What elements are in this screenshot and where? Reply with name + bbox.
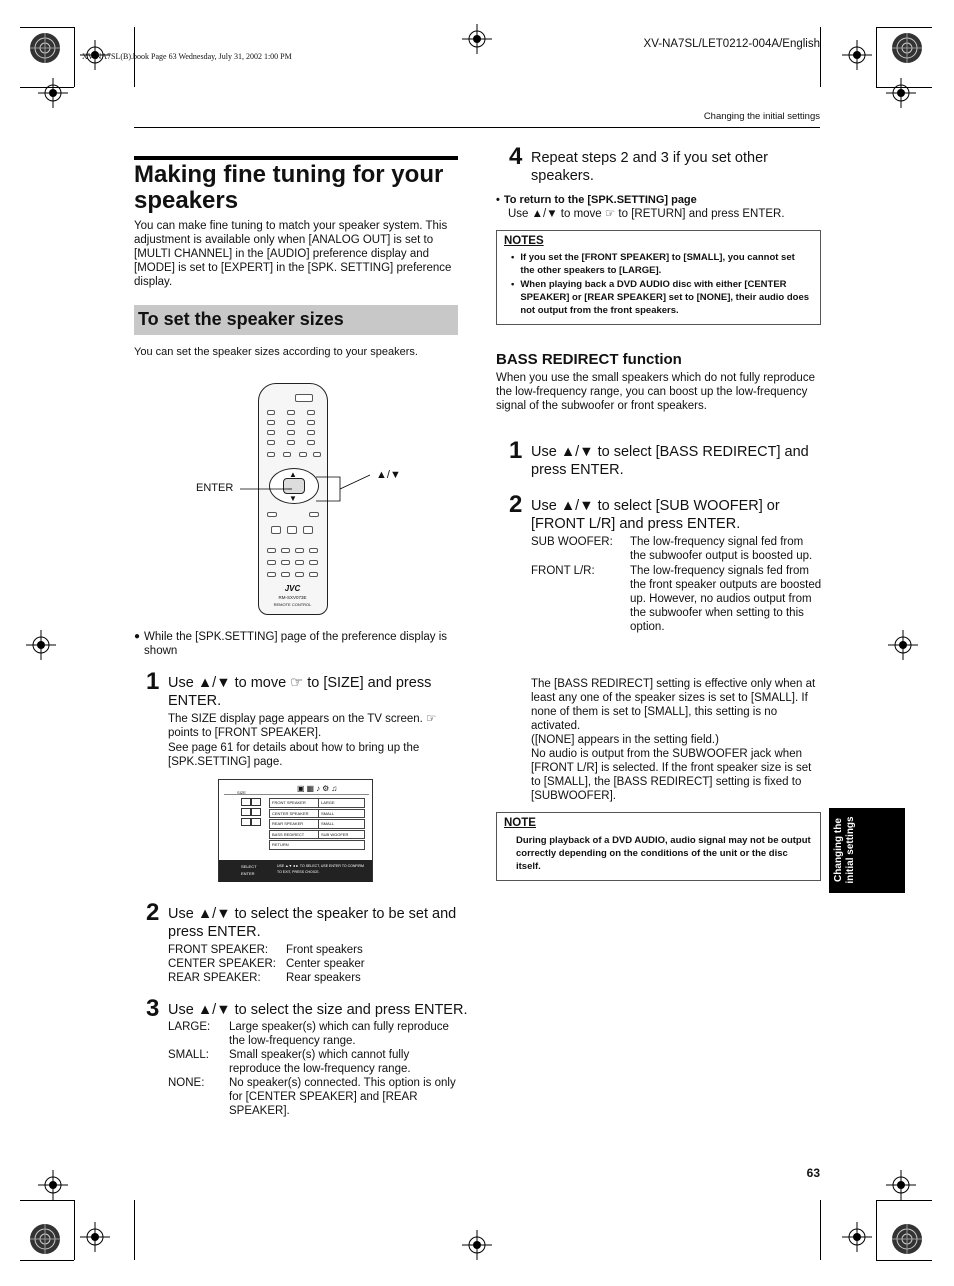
remote-brand: JVC (284, 584, 301, 593)
model-code: XV-NA7SL/LET0212-004A/English (643, 38, 820, 50)
bullet-icon: ● (134, 631, 141, 642)
note-text: During playback of a DVD AUDIO, audio signal may not be output correctly depending on the conditions of the unit or the disc itself. (516, 835, 811, 872)
screen-row-label: CENTER SPEAKER (272, 810, 309, 816)
step-title: Use ▲/▼ to select the speaker to be set and press ENTER. (168, 906, 457, 940)
header-rule (134, 127, 820, 128)
step-body: See page 61 for details about how to bring up the [SPK.SETTING] page. (168, 742, 420, 768)
list-desc: Rear speakers (286, 972, 361, 984)
registration-mark-icon (28, 31, 62, 65)
screen-row-value: SUB WOOFER (318, 831, 364, 839)
sub-intro: You can set the speaker sizes according to your speakers. (134, 346, 418, 358)
screen-row-label: BASS REDIRECT (272, 831, 305, 837)
screen-row (269, 809, 365, 819)
step-number: 4 (509, 143, 523, 170)
screen-footer-enter: ENTER (241, 871, 255, 876)
bullet-icon: • (496, 194, 500, 206)
screen-footer (219, 860, 372, 882)
screen-rows (269, 798, 365, 851)
bass-intro: When you use the small speakers which do not fully reproduce the low-frequency range, you can boost up the low-frequency signal of the subwoofer or front speakers. (496, 372, 815, 412)
return-body: Use ▲/▼ to move ☞ to [RETURN] and press ENTER. (508, 208, 785, 220)
step-body: The SIZE display page appears on the TV screen. ☞ points to [FRONT SPEAKER]. (168, 713, 437, 739)
screen-row-value: SMALL (318, 820, 364, 828)
list-desc: The low-frequency signal fed from the subwoofer output is boosted up. (630, 536, 813, 562)
note-heading: NOTE (504, 817, 536, 829)
file-info: XV-NA7SL(B).book Page 63 Wednesday, July 31, 2002 1:00 PM (82, 52, 292, 61)
section-subtitle: To set the speaker sizes (138, 309, 344, 329)
bass-options-list (531, 535, 822, 634)
size-list (168, 1020, 460, 1118)
bullet-item (134, 630, 460, 658)
step-title: Use ▲/▼ to move ☞ to [SIZE] and press ENTER. (168, 675, 432, 709)
screen-row-label: FRONT SPEAKER (272, 800, 306, 805)
list-desc: Large speaker(s) which can fully reproduce the low-frequency range. (229, 1021, 449, 1047)
arrow-label: ▲/▼ (376, 469, 401, 481)
list-term: REAR SPEAKER: (168, 972, 261, 984)
crosshair-icon (36, 76, 70, 110)
screen-row-label: REAR SPEAKER (272, 821, 304, 826)
title-rule (134, 156, 458, 160)
step-number: 1 (146, 668, 160, 695)
bass-paragraph: ([NONE] appears in the setting field.) (531, 734, 719, 746)
crosshair-icon (840, 38, 874, 72)
registration-mark-icon (890, 1222, 924, 1256)
crosshair-icon (460, 1228, 494, 1262)
bullet-icon: • (511, 252, 515, 263)
step-number: 3 (146, 995, 160, 1022)
note-text: When playing back a DVD AUDIO disc with either [CENTER SPEAKER] or [REAR SPEAKER] set to [NONE], their audio does not output from the front speakers. (520, 279, 810, 316)
screen-tab: SIZE (237, 790, 246, 795)
step-number: 1 (509, 437, 523, 464)
list-desc: Front speakers (286, 944, 363, 956)
screen-tab-icons: ▣▦♪⚙♫ (297, 784, 340, 793)
list-desc: No speaker(s) connected. This option is only for [CENTER SPEAKER] and [REAR SPEAKER]. (229, 1077, 456, 1117)
step-title: Use ▲/▼ to select [SUB WOOFER] or [FRONT L/R] and press ENTER. (531, 498, 780, 532)
screen-row-value: SMALL (318, 810, 364, 818)
bullet-text: While the [SPK.SETTING] page of the preference display is shown (144, 631, 448, 657)
notes-list (511, 251, 811, 317)
list-desc: Small speaker(s) which cannot fully reproduce the low-frequency range. (229, 1049, 411, 1075)
crosshair-icon (884, 76, 918, 110)
side-tab-label: Changing the initial settings (833, 816, 856, 884)
size-settings-screen (218, 779, 373, 882)
screen-row-value (318, 841, 364, 849)
crosshair-icon (24, 628, 58, 662)
screen-row (269, 798, 365, 808)
step-number: 2 (146, 899, 160, 926)
step-title: Use ▲/▼ to select [BASS REDIRECT] and press ENTER. (531, 444, 809, 478)
screen-row (269, 840, 365, 850)
section-header: Changing the initial settings (703, 111, 820, 122)
list-term: SUB WOOFER: (531, 536, 613, 548)
list-term: SMALL: (168, 1049, 209, 1061)
note-text: If you set the [FRONT SPEAKER] to [SMALL], you cannot set the other speakers to [LARGE]. (520, 252, 795, 276)
step-number: 2 (509, 491, 523, 518)
bass-redirect-heading: BASS REDIRECT function (496, 351, 682, 368)
crosshair-icon (36, 1168, 70, 1202)
list-desc: Center speaker (286, 958, 365, 970)
callout-lines (230, 465, 390, 515)
crosshair-icon (460, 22, 494, 56)
step-title: Repeat steps 2 and 3 if you set other speakers. (531, 150, 768, 184)
side-tab (829, 808, 905, 893)
list-term: LARGE: (168, 1021, 211, 1033)
remote-model: RM-SXV073E (278, 595, 307, 600)
crosshair-icon (840, 1220, 874, 1254)
list-term: CENTER SPEAKER: (168, 958, 276, 970)
screen-row-label: RETURN (272, 842, 289, 847)
notes-heading: NOTES (504, 235, 544, 247)
remote-caption: REMOTE CONTROL (273, 602, 312, 607)
list-term: NONE: (168, 1077, 205, 1089)
crosshair-icon (884, 1168, 918, 1202)
crosshair-icon (886, 628, 920, 662)
notes-box (496, 230, 821, 325)
intro-text: You can make fine tuning to match your speaker system. This adjustment is available only when [ANALOG OUT] is set to [MULTI CHANNEL] in the [AUDIO] preference display and [MODE] is set to [EXPERT] in the [SPK. SETTING] preference display. (134, 220, 452, 288)
crosshair-icon (78, 1220, 112, 1254)
screen-row-value: LARGE (318, 799, 364, 807)
return-instructions (496, 193, 821, 221)
screen-row (269, 830, 365, 840)
remote-control-illustration: ▲ ▼ JVC RM-SXV073E REMOTE CONTROL (258, 383, 328, 615)
screen-footer-hint: USE ▲▼◄► TO SELECT, USE ENTER TO CONFIRM (277, 864, 364, 868)
list-term: FRONT L/R: (531, 565, 595, 577)
enter-label: ENTER (196, 482, 234, 494)
registration-mark-icon (890, 31, 924, 65)
registration-mark-icon (28, 1222, 62, 1256)
bass-paragraph: No audio is output from the SUBWOOFER jack when [FRONT L/R] is selected. If the front speaker size is set to [SMALL], the [BASS REDIRECT] setting is fixed to [SUBWOOFER]. (531, 748, 812, 802)
step-title: Use ▲/▼ to select the size and press ENTER. (168, 1002, 468, 1018)
return-heading: To return to the [SPK.SETTING] page (503, 194, 697, 206)
screen-footer-select: SELECT (241, 864, 257, 869)
list-term: FRONT SPEAKER: (168, 944, 269, 956)
page-number: 63 (806, 1166, 820, 1180)
speaker-list (168, 943, 458, 985)
note-box (496, 812, 821, 881)
bass-paragraph: The [BASS REDIRECT] setting is effective only when at least any one of the speaker sizes is set to [SMALL]. If none of them is set to [SMALL], this setting is no activated. (531, 678, 816, 732)
bullet-icon: • (511, 279, 515, 290)
list-desc: The low-frequency signals fed from the front speaker outputs are boosted up. However, no audios output from the subwoofer when setting to this option. (630, 565, 822, 633)
screen-row (269, 819, 365, 829)
page-title: Making fine tuning for your speakers (134, 161, 444, 214)
screen-footer-hint: TO EXIT, PRESS CHOICE. (277, 870, 320, 874)
